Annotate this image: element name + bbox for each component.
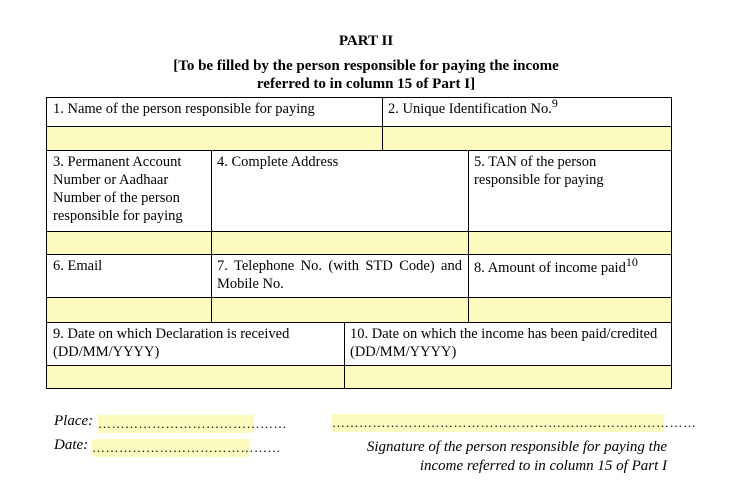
place-input[interactable]: …………………………………… bbox=[98, 416, 287, 431]
field-6-label-text: 6. Email bbox=[53, 258, 103, 274]
field-1-label bbox=[47, 98, 382, 126]
field-10-label bbox=[344, 323, 671, 365]
rule-v3 bbox=[468, 151, 469, 322]
field-7-label-text: 7. Telephone No. (with STD Code) and Mobile No. bbox=[217, 258, 462, 292]
field-9-label-text: 9. Date on which Declaration is received (DD/MM/YYYY) bbox=[53, 326, 290, 360]
field-7-value bbox=[212, 298, 224, 302]
field-8-label bbox=[468, 257, 671, 297]
field-2-value bbox=[383, 127, 395, 131]
field-3-input[interactable] bbox=[47, 232, 211, 254]
field-8-label-text: 8. Amount of income paid bbox=[474, 260, 626, 276]
rule-h2 bbox=[47, 150, 671, 151]
field-4-label bbox=[211, 151, 468, 231]
field-10-label-text: 10. Date on which the income has been paid/credited (DD/MM/YYYY) bbox=[350, 326, 658, 360]
field-2-input[interactable] bbox=[383, 127, 671, 150]
field-7-input[interactable] bbox=[212, 298, 468, 322]
field-5-label bbox=[468, 151, 671, 231]
signature-caption-line-1: Signature of the person responsible for paying the bbox=[366, 439, 667, 455]
subtitle-line-1: [To be filled by the person responsible for paying the income bbox=[173, 58, 559, 74]
rule-h3 bbox=[47, 231, 671, 232]
rule-h4 bbox=[47, 254, 671, 255]
footnote-10: 10 bbox=[625, 255, 638, 269]
field-2-label-text: 2. Unique Identification No. bbox=[388, 101, 552, 117]
signature-line[interactable]: ……………………………………………………………………… bbox=[332, 415, 697, 430]
subtitle-line-2: referred to in column 15 of Part I] bbox=[256, 76, 476, 92]
field-1-input[interactable] bbox=[47, 127, 382, 150]
rule-h1 bbox=[47, 126, 671, 127]
rule-h7 bbox=[47, 365, 671, 366]
field-4-input[interactable] bbox=[212, 232, 468, 254]
field-10-input[interactable] bbox=[345, 366, 671, 388]
field-7-label bbox=[211, 255, 468, 297]
rule-v4 bbox=[344, 323, 345, 388]
field-3-label-text: 3. Permanent Account Number or Aadhaar Number of the person responsible for paying bbox=[53, 154, 183, 224]
signature-caption bbox=[367, 438, 667, 476]
field-1-value bbox=[47, 127, 59, 131]
rule-v1 bbox=[382, 98, 383, 150]
date-input[interactable]: …………………………………… bbox=[92, 440, 281, 455]
field-5-input[interactable] bbox=[469, 232, 671, 254]
date-label: Date: bbox=[54, 437, 89, 453]
field-8-input[interactable] bbox=[469, 298, 671, 322]
field-1-label-text: 1. Name of the person responsible for paying bbox=[53, 101, 315, 117]
field-5-value bbox=[469, 232, 481, 236]
place-label: Place: bbox=[54, 413, 94, 429]
field-6-label bbox=[47, 255, 211, 297]
field-6-input[interactable] bbox=[47, 298, 211, 322]
signature-caption-line-2: income referred to in column 15 of Part I bbox=[419, 458, 667, 474]
field-9-label bbox=[47, 323, 344, 365]
rule-h6 bbox=[47, 322, 671, 323]
field-4-value bbox=[212, 232, 224, 236]
field-6-value bbox=[47, 298, 59, 302]
field-9-input[interactable] bbox=[47, 366, 344, 388]
field-10-value bbox=[345, 366, 357, 370]
field-3-label bbox=[47, 151, 211, 231]
field-3-value bbox=[47, 232, 59, 236]
field-8-value bbox=[469, 298, 481, 302]
footnote-9: 9 bbox=[551, 96, 558, 110]
field-5-label-text: 5. TAN of the person responsible for paying bbox=[474, 154, 604, 188]
rule-v2 bbox=[211, 151, 212, 322]
field-9-value bbox=[47, 366, 59, 370]
rule-h5 bbox=[47, 297, 671, 298]
field-4-label-text: 4. Complete Address bbox=[217, 154, 339, 170]
part-title: PART II bbox=[338, 33, 394, 49]
part-subtitle bbox=[0, 57, 732, 93]
part-ii-form bbox=[46, 97, 672, 389]
field-2-label bbox=[382, 98, 671, 126]
